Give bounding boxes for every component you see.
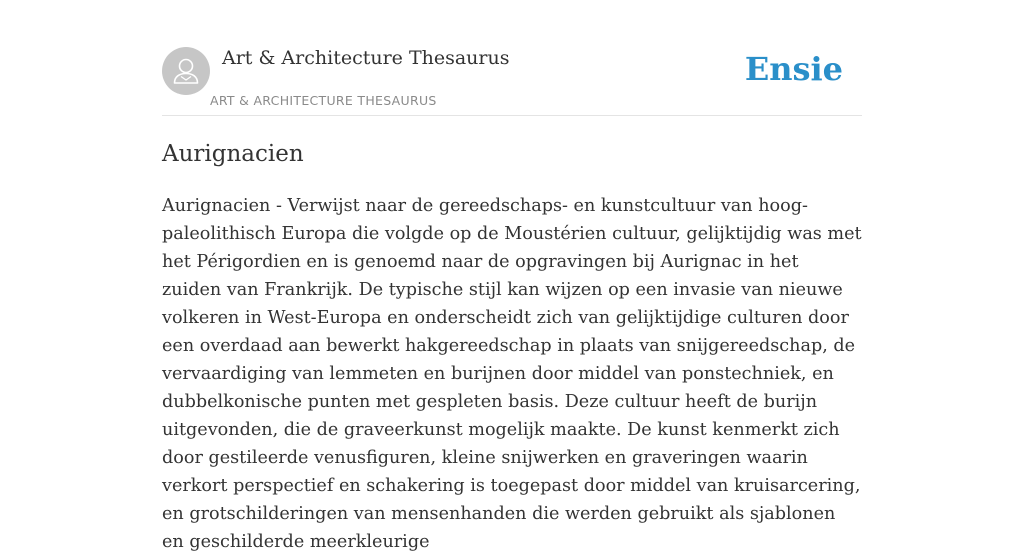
source-title-link[interactable]: Art & Architecture Thesaurus — [222, 47, 510, 69]
entry-title: Aurignacien — [162, 141, 304, 167]
entry-body: Aurignacien - Verwijst naar de gereedschaps- en kunstcultuur van hoog-paleolithisch Europa die volgde op de Moustérien cultuur, gelijktijdig was met het Périgordien en is genoemd naar de opgravingen bij Aurignac in het zuiden van Frankrijk. De typische stijl kan wijzen op een invasie van nieuwe volkeren in West-Europa en onderscheidt zich van gelijktijdige culturen door een overdaad aan bewerkt hakgereedschap in plaats van snijgereedschap, de vervaardiging van lemmeten en burijnen door middel van ponstechniek, en dubbelkonische punten met gespleten basis. Deze cultuur heeft de burijn uitgevonden, die de graveerkunst mogelijk maakte. De kunst kenmerkt zich door gestileerde venusfiguren, kleine snijwerken en graveringen waarin verkort perspectief en schakering is toegepast door middel van kruisarcering, en grotschilderingen van mensenhanden die werden gebruikt als sjablonen en geschilderde meerkleurige — [162, 196, 862, 552]
source-header — [162, 0, 862, 116]
source-avatar[interactable] — [162, 47, 210, 95]
source-subtitle: ART & ARCHITECTURE THESAURUS — [210, 93, 437, 108]
content-container — [162, 0, 862, 552]
user-icon — [162, 47, 210, 95]
ensie-logo[interactable]: Ensie — [744, 50, 843, 88]
